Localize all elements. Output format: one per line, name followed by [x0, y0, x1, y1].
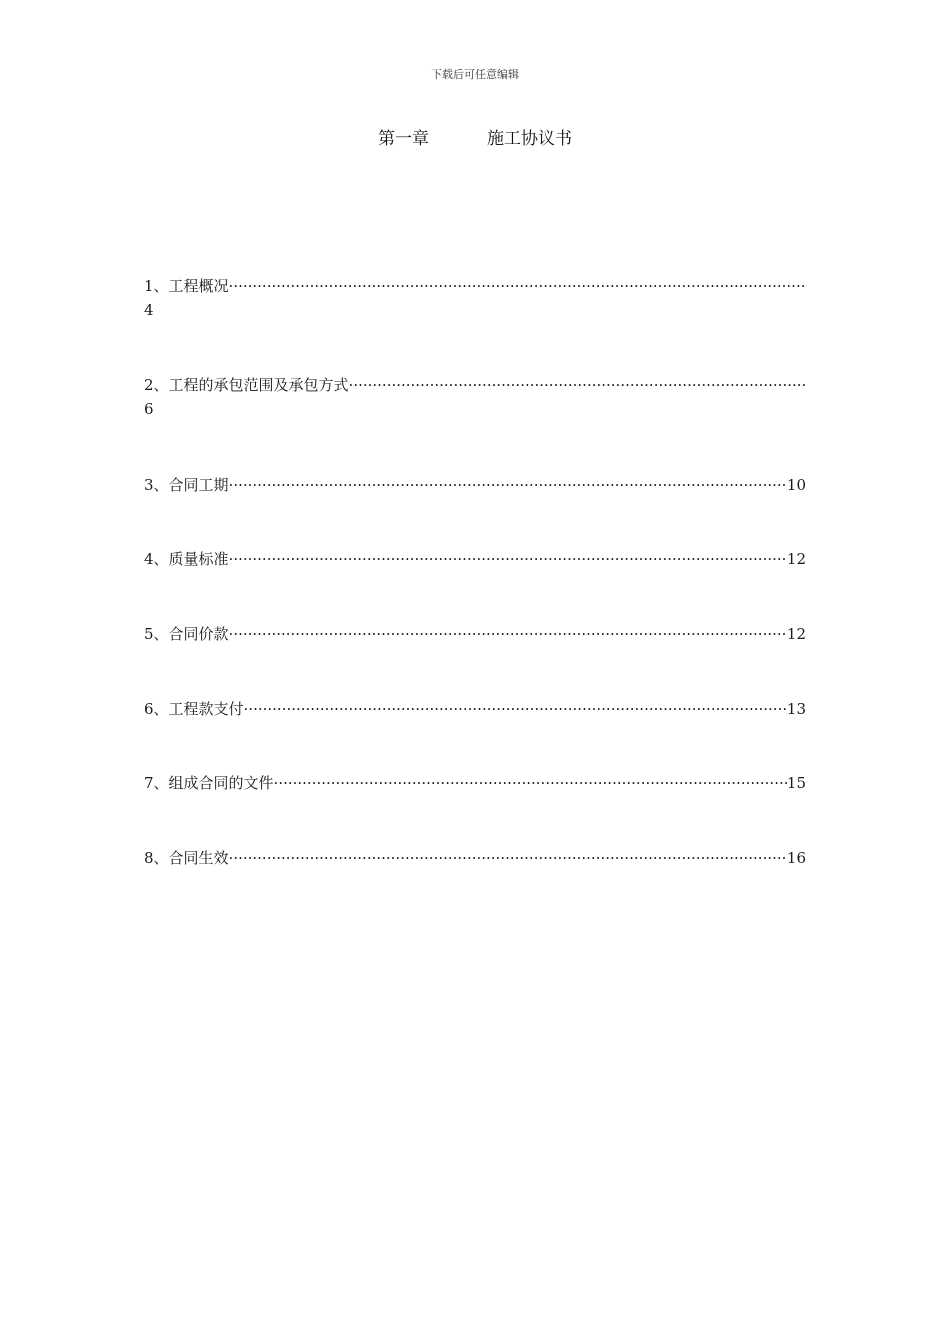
toc-entry-page-number: 13: [786, 700, 806, 718]
toc-leader-dots: [229, 274, 806, 298]
toc-entry-8[interactable]: [144, 846, 806, 870]
toc-leader-dots: [349, 373, 806, 397]
toc-leader-dots: [229, 846, 787, 870]
toc-entry-page-number: 10: [786, 476, 806, 494]
chapter-number: 第一章: [378, 129, 429, 149]
toc-entry-label: 6、工程款支付: [144, 700, 244, 718]
toc-entry-2[interactable]: [144, 373, 806, 421]
toc-leader-dots: [274, 771, 787, 795]
toc-entry-4[interactable]: [144, 547, 806, 571]
toc-entry-page-number: 4: [144, 301, 154, 319]
toc-entry-label: 2、工程的承包范围及承包方式: [144, 376, 349, 394]
toc-leader-dots: [244, 697, 787, 721]
toc-entry-label: 3、合同工期: [144, 476, 229, 494]
toc-entry-label: 5、合同价款: [144, 625, 229, 643]
toc-entry-6[interactable]: [144, 697, 806, 721]
toc-leader-dots: [229, 622, 787, 646]
toc-entry-page-number: 6: [144, 400, 154, 418]
toc-leader-dots: [229, 473, 787, 497]
toc-entry-label: 4、质量标准: [144, 550, 229, 568]
chapter-name: 施工协议书: [487, 129, 572, 149]
toc-entry-label: 7、组成合同的文件: [144, 774, 274, 792]
toc-entry-page-number: 12: [786, 550, 806, 568]
toc-entry-label: 1、工程概况: [144, 277, 229, 295]
toc-entry-1[interactable]: [144, 274, 806, 322]
header-note: 下载后可任意编辑: [431, 68, 519, 81]
toc-entry-label: 8、合同生效: [144, 849, 229, 867]
toc-entry-3[interactable]: [144, 473, 806, 497]
toc-leader-dots: [229, 547, 787, 571]
toc-entry-7[interactable]: [144, 771, 806, 795]
toc-entry-page-number: 12: [786, 625, 806, 643]
toc-entry-page-number: 15: [786, 774, 806, 792]
toc-entry-page-number: 16: [786, 849, 806, 867]
toc-entry-5[interactable]: [144, 622, 806, 646]
chapter-title: [0, 124, 950, 149]
